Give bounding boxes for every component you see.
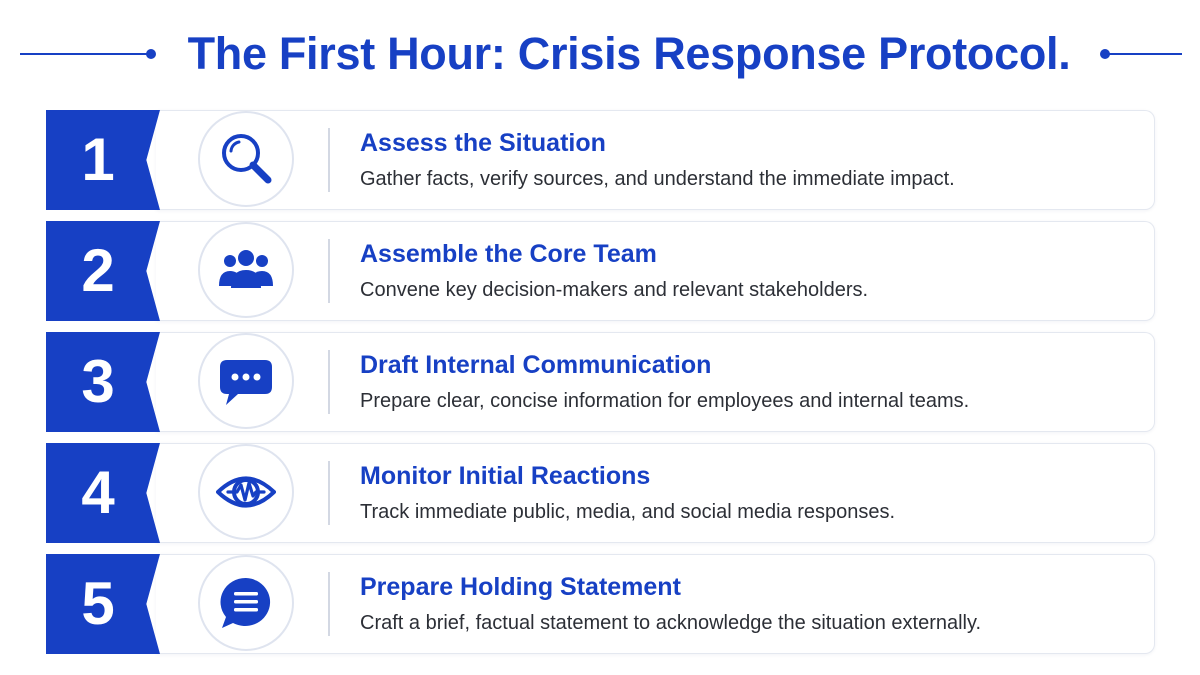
title-rule-right <box>1108 53 1182 55</box>
icon-frame <box>198 222 294 318</box>
chat-bubble-icon <box>216 351 276 411</box>
divider <box>328 350 330 414</box>
step-number: 4 <box>81 459 115 526</box>
step-description: Track immediate public, media, and social media responses. <box>360 501 896 523</box>
step-title: Assess the Situation <box>360 129 606 157</box>
step-title: Assemble the Core Team <box>360 240 657 268</box>
step-card <box>156 443 1155 543</box>
step-row-1 <box>0 110 1200 210</box>
divider <box>328 239 330 303</box>
team-icon <box>216 240 276 300</box>
page-title: The First Hour: Crisis Response Protocol. <box>187 28 1071 79</box>
step-card <box>156 554 1155 654</box>
step-row-5 <box>0 554 1200 654</box>
step-row-3 <box>0 332 1200 432</box>
title-rule-left <box>20 53 150 55</box>
step-title: Draft Internal Communication <box>360 351 712 379</box>
step-description: Convene key decision-makers and relevant stakeholders. <box>360 279 869 301</box>
step-number: 2 <box>81 237 115 304</box>
step-title: Monitor Initial Reactions <box>360 462 651 490</box>
step-card <box>156 332 1155 432</box>
step-number: 5 <box>81 570 115 637</box>
icon-frame <box>198 333 294 429</box>
step-number: 3 <box>81 348 115 415</box>
eye-pulse-icon <box>216 462 276 522</box>
step-row-2 <box>0 221 1200 321</box>
step-description: Craft a brief, factual statement to acknowledge the situation externally. <box>360 612 982 634</box>
step-description: Gather facts, verify sources, and understand the immediate impact. <box>360 168 955 190</box>
magnifying-glass-icon <box>216 129 276 189</box>
title-dot-left <box>146 49 156 59</box>
icon-frame <box>198 555 294 651</box>
step-title: Prepare Holding Statement <box>360 573 681 601</box>
step-number: 1 <box>81 126 115 193</box>
divider <box>328 461 330 525</box>
step-row-4 <box>0 443 1200 543</box>
icon-frame <box>198 111 294 207</box>
statement-bubble-icon <box>216 573 276 633</box>
header <box>0 22 1200 86</box>
step-description: Prepare clear, concise information for employees and internal teams. <box>360 390 970 412</box>
step-card <box>156 110 1155 210</box>
divider <box>328 128 330 192</box>
divider <box>328 572 330 636</box>
step-card <box>156 221 1155 321</box>
icon-frame <box>198 444 294 540</box>
